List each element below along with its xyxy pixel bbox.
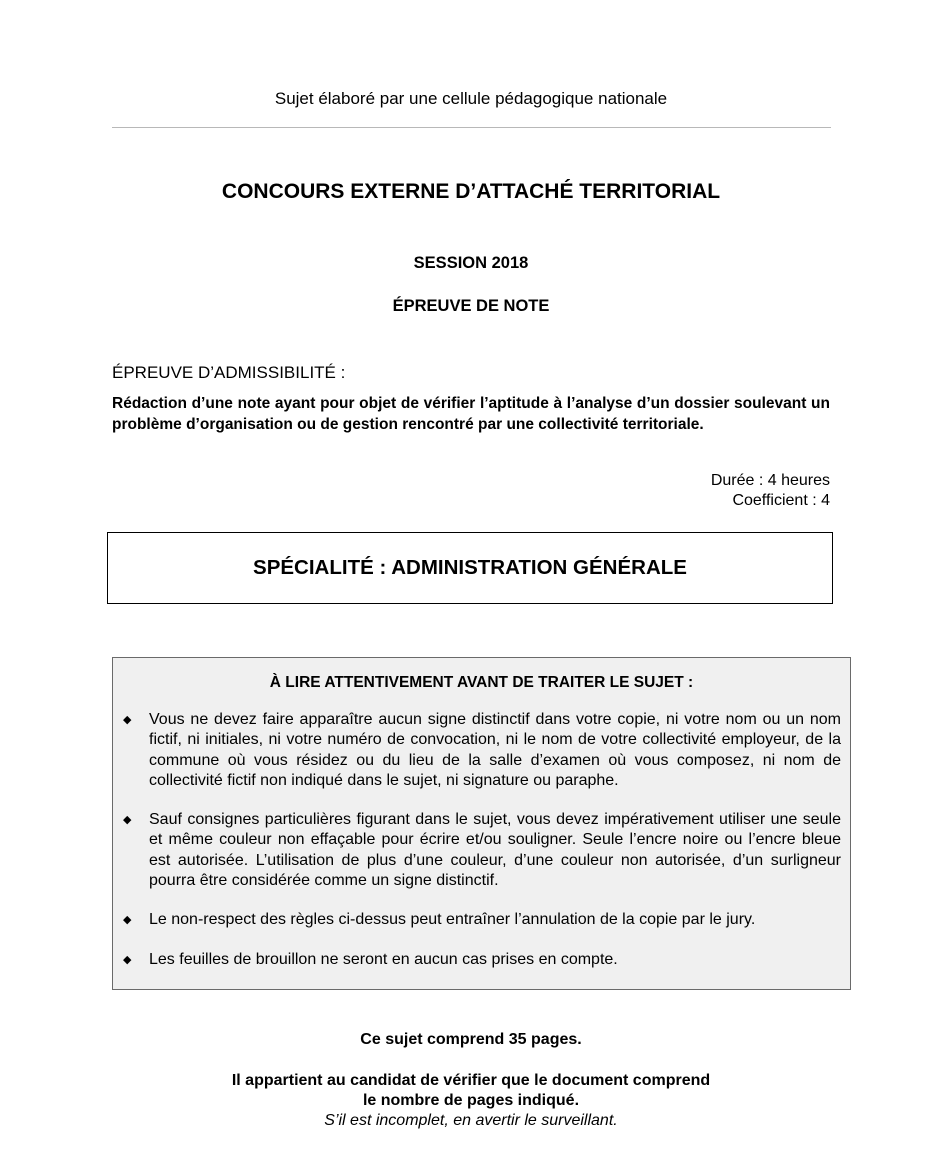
specialite-box — [107, 532, 833, 604]
session-heading: SESSION 2018 — [413, 254, 529, 272]
list-item — [113, 710, 850, 791]
document-title: CONCOURS EXTERNE D’ATTACHÉ TERRITORIAL — [221, 180, 721, 203]
diamond-bullet-icon: ◆ — [123, 814, 132, 827]
diamond-bullet-icon: ◆ — [123, 714, 132, 726]
list-item-text: Vous ne devez faire apparaître aucun signe distinctif dans votre copie, ni votre nom ou un nom fictif, ni initiales, ni votre numéro de convocation, ni le nom de votre collectivité employeur, de la commune où vous résidez ou du lieu de la salle d’examen où vous composez, ni nom de collectivité fictif non indiqué dans le sujet, ni signature ou paraphe. — [149, 711, 841, 789]
instructions-title: À LIRE ATTENTIVEMENT AVANT DE TRAITER LE SUJET : — [269, 674, 694, 691]
instructions-list — [113, 710, 850, 989]
page-count-text: Ce sujet comprend 35 pages. — [360, 1031, 582, 1048]
admissibilite-label: ÉPREUVE D’ADMISSIBILITÉ : — [112, 363, 346, 382]
header-text: Sujet élaboré par une cellule pédagogique nationale — [274, 89, 668, 108]
instructions-box — [112, 657, 851, 990]
duration-text: Durée : 4 heures — [710, 472, 830, 489]
verify-text-line-2: le nombre de pages indiqué. — [362, 1092, 580, 1109]
list-item — [113, 910, 850, 930]
epreuve-heading: ÉPREUVE DE NOTE — [392, 297, 550, 315]
header-divider — [112, 127, 831, 128]
specialite-text: SPÉCIALITÉ : ADMINISTRATION GÉNÉRALE — [253, 556, 687, 579]
coefficient-text: Coefficient : 4 — [732, 492, 830, 509]
verify-text-line-3: S’il est incomplet, en avertir le surveillant. — [324, 1112, 618, 1129]
list-item-text: Le non-respect des règles ci-dessus peut entraîner l’annulation de la copie par le jury. — [149, 911, 756, 929]
list-item-text: Sauf consignes particulières figurant dans le sujet, vous devez impérativement utiliser une seule et même couleur non effaçable pour écrire et/ou souligner. Seule l’encre noire ou l’encre bleue est autorisée. L’utilisation de plus d’une couleur, d’une couleur non autorisée, d’un surligneur pourra être considérée comme un signe distinctif. — [149, 811, 841, 890]
list-item — [113, 810, 850, 891]
admissibilite-description: Rédaction d’une note ayant pour objet de vérifier l’aptitude à l’analyse d’un dossier soulevant un problème d’organisation ou de gestion rencontré par une collectivité territoriale. — [112, 395, 830, 433]
diamond-bullet-icon: ◆ — [123, 914, 132, 927]
list-item-text: Les feuilles de brouillon ne seront en aucun cas prises en compte. — [149, 950, 618, 968]
diamond-bullet-icon: ◆ — [123, 953, 132, 966]
verify-text-line-1: Il appartient au candidat de vérifier que le document comprend — [231, 1072, 711, 1089]
list-item — [113, 950, 850, 970]
